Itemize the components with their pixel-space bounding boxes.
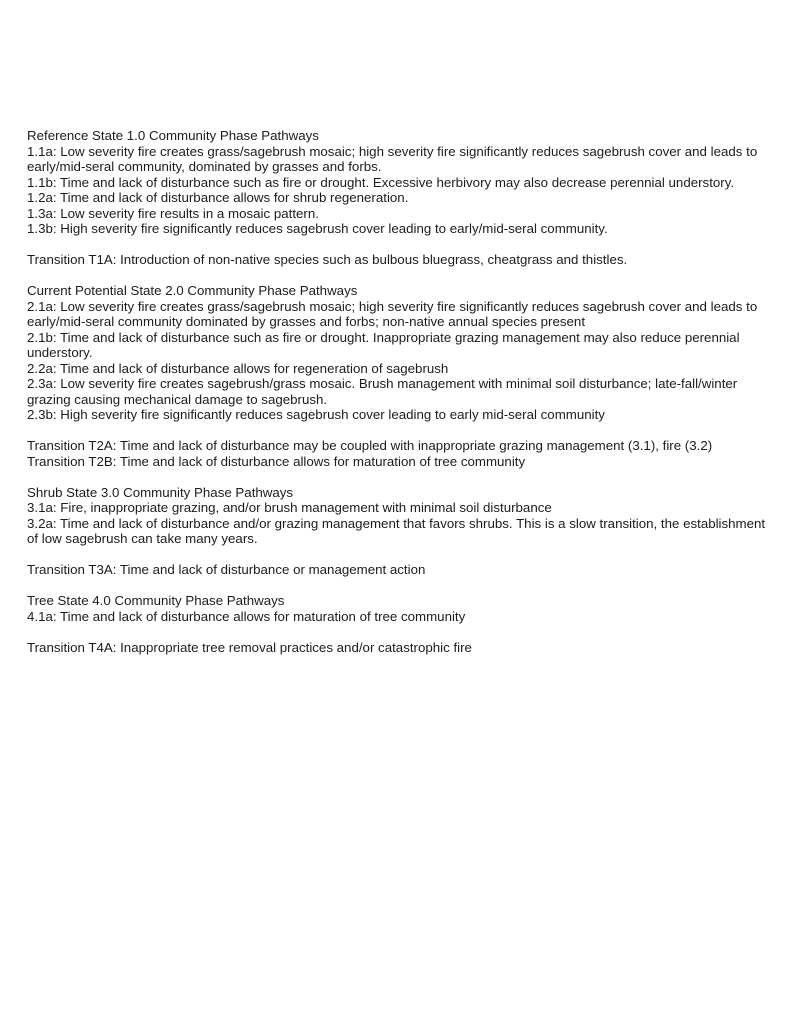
state-block-tree-4 <box>27 593 772 624</box>
pathway-text: 4.1a: Time and lack of disturbance allows for maturation of tree community <box>27 608 466 624</box>
transition-text: Transition T2A: Time and lack of disturbance may be coupled with inappropriate grazing management (3.1), fire (3.2) <box>27 438 713 453</box>
pathway-text: 2.3b: High severity fire significantly reduces sagebrush cover leading to early mid-seral community <box>27 407 605 422</box>
pathway-text: 3.2a: Time and lack of disturbance and/or grazing management that favors shrubs. This is a slow transition, the establishment of low sagebrush can take many years. <box>27 515 766 546</box>
pathway-text: 1.2a: Time and lack of disturbance allows for shrub regeneration. <box>27 190 409 205</box>
transition-text: Transition T4A: Inappropriate tree removal practices and/or catastrophic fire <box>27 639 472 655</box>
section-heading: Reference State 1.0 Community Phase Pathways <box>27 128 319 143</box>
section-heading: Shrub State 3.0 Community Phase Pathways <box>27 484 294 500</box>
transition-block-t4a <box>27 640 772 656</box>
transition-text: Transition T2B: Time and lack of disturbance allows for maturation of tree community <box>27 453 526 469</box>
transition-block-t3a <box>27 562 772 578</box>
state-block-current-potential-2 <box>27 283 772 423</box>
pathway-text: 1.1b: Time and lack of disturbance such as fire or drought. Excessive herbivory may also decrease perennial understory. <box>27 174 735 190</box>
transition-block-t1a <box>27 252 772 268</box>
pathway-text: 2.2a: Time and lack of disturbance allows for regeneration of sagebrush <box>27 360 449 376</box>
pathway-text: 1.3b: High severity fire significantly reduces sagebrush cover leading to early/mid-seral community. <box>27 221 608 236</box>
pathway-text: 2.3a: Low severity fire creates sagebrush/grass mosaic. Brush management with minimal soil disturbance; late-fall/winter grazing causing mechanical damage to sagebrush. <box>27 376 738 407</box>
section-heading: Tree State 4.0 Community Phase Pathways <box>27 593 285 608</box>
pathway-text: 1.1a: Low severity fire creates grass/sagebrush mosaic; high severity fire significantly reduces sagebrush cover and leads to early/mid-seral community, dominated by grasses and forbs. <box>27 143 758 174</box>
state-block-shrub-3 <box>27 485 772 547</box>
transition-text: Transition T3A: Time and lack of disturbance or management action <box>27 562 426 577</box>
pathway-text: 2.1b: Time and lack of disturbance such as fire or drought. Inappropriate grazing management may also reduce perennial understory. <box>27 329 740 360</box>
pathway-text: 3.1a: Fire, inappropriate grazing, and/or brush management with minimal soil disturbance <box>27 500 552 515</box>
transition-block-t2 <box>27 438 772 469</box>
transition-text: Transition T1A: Introduction of non-native species such as bulbous bluegrass, cheatgrass and thistles. <box>27 252 628 267</box>
pathway-text: 2.1a: Low severity fire creates grass/sagebrush mosaic; high severity fire significantly reduces sagebrush cover and leads to early/mid-seral community dominated by grasses and forbs; non-native annual species present <box>27 298 758 329</box>
pathway-text: 1.3a: Low severity fire results in a mosaic pattern. <box>27 205 319 221</box>
state-block-reference-1 <box>27 128 772 237</box>
section-heading: Current Potential State 2.0 Community Phase Pathways <box>27 283 358 298</box>
